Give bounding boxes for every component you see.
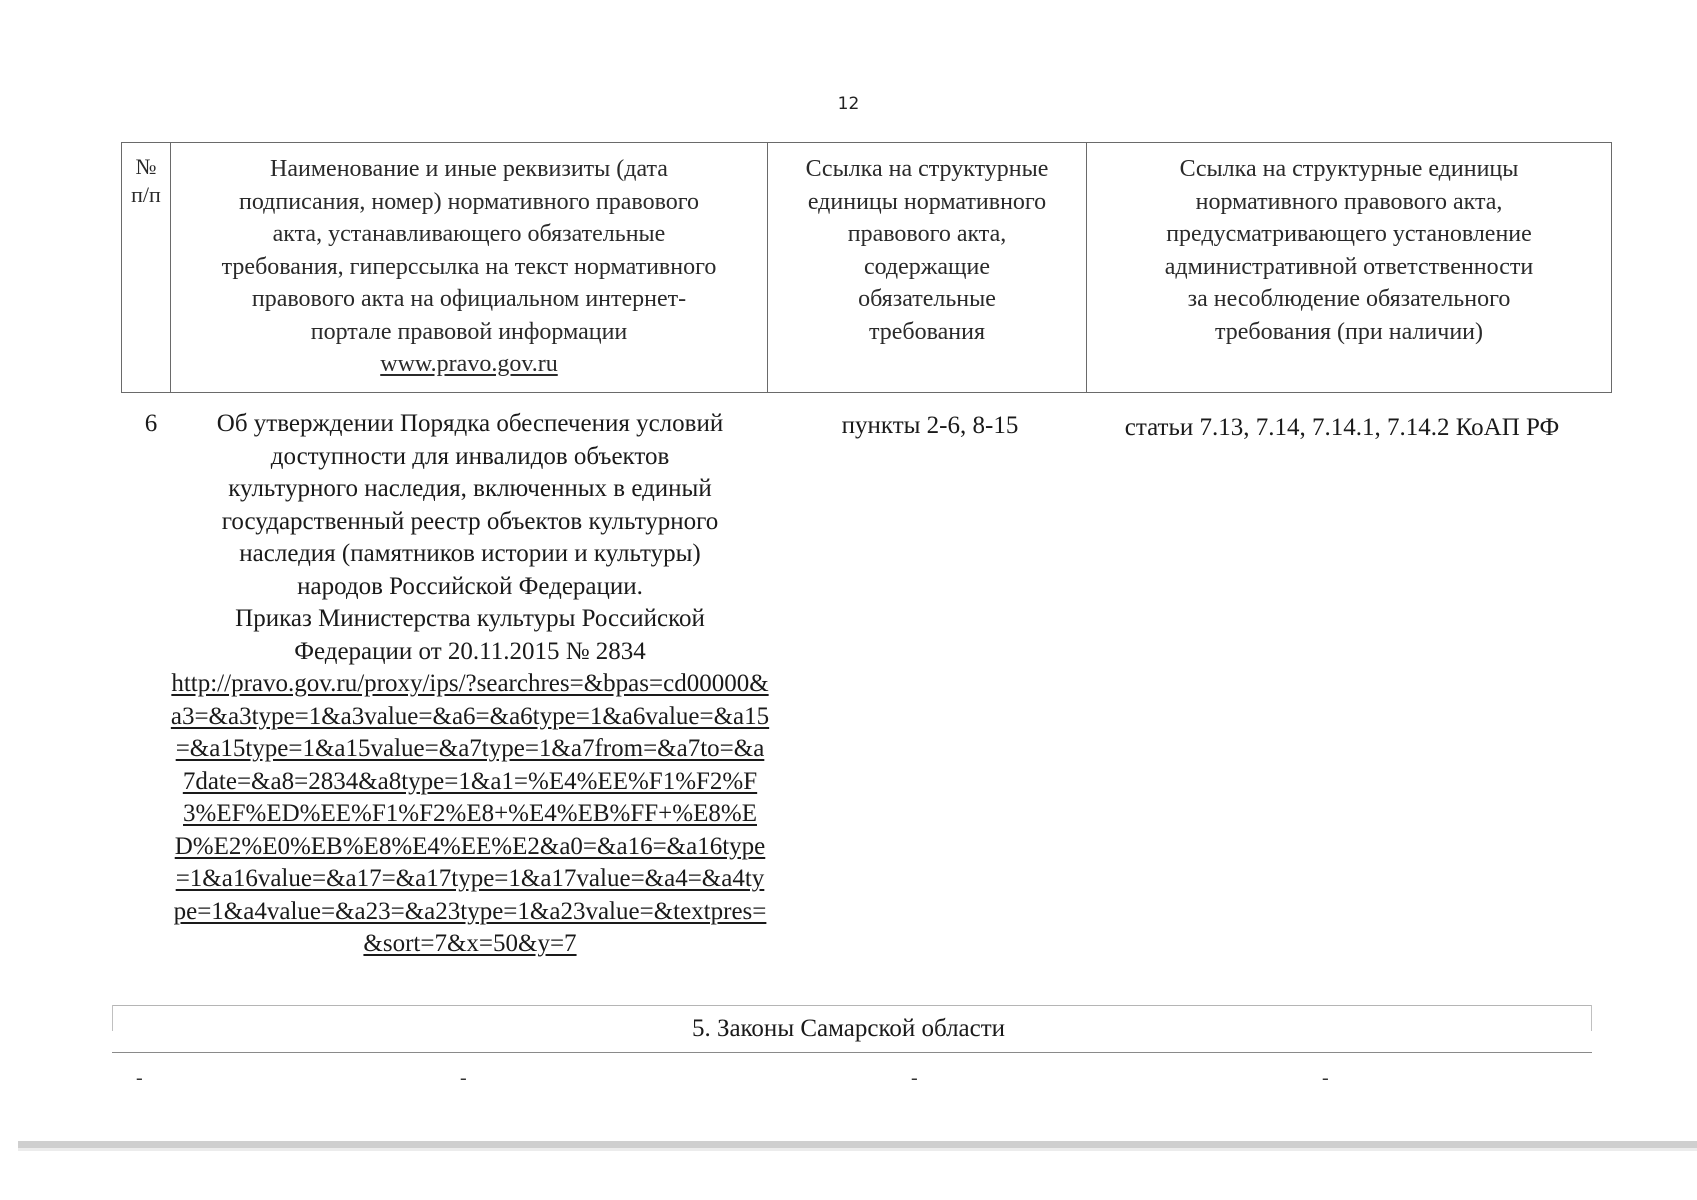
row-act-name-line: государственный реестр объектов культурного	[221, 507, 719, 535]
row-act-name-line: Федерации от 20.11.2015 № 2834	[294, 637, 646, 665]
header-col-structural-line: правового акта,	[847, 221, 1007, 247]
section-border-bottom	[112, 1052, 1592, 1053]
row-act-name-line: Об утверждении Порядка обеспечения условий	[216, 410, 724, 437]
header-col-number-line: №	[135, 154, 157, 179]
header-col-name-line: Наименование и иные реквизиты (дата	[270, 156, 668, 182]
header-col-structural-line: требования	[868, 318, 986, 345]
header-col-name	[171, 143, 768, 393]
row-act-name-line: наследия (памятников истории и культуры)	[239, 540, 701, 567]
row-act-name-line: народов Российской Федерации.	[297, 572, 643, 600]
header-col-liability-line: за несоблюдение обязательного	[1187, 286, 1511, 312]
scan-edge-shadow	[18, 1148, 1697, 1151]
header-col-structural-line: единицы нормативного	[807, 188, 1047, 215]
header-col-name-line: подписания, номер) нормативного правового	[239, 188, 699, 215]
header-col-number	[122, 143, 171, 393]
empty-cell-dash: -	[1322, 1067, 1329, 1089]
header-col-liability-line: предусматривающего установление	[1166, 221, 1532, 247]
section-border-top	[112, 1005, 1592, 1006]
row-act-name-line: доступности для инвалидов объектов	[270, 442, 670, 470]
row-act-name	[170, 408, 770, 961]
header-col-liability-line: требования (при наличии)	[1215, 318, 1483, 345]
row-number: 6	[144, 410, 158, 437]
row-structural-units: пункты 2-6, 8-15	[841, 412, 1019, 439]
page-number: 12	[837, 94, 860, 114]
row-act-name-line: культурного наследия, включенных в единый	[228, 475, 712, 502]
row-koap-articles: статьи 7.13, 7.14, 7.14.1, 7.14.2 КоАП РФ	[1124, 414, 1560, 441]
header-table	[121, 142, 1612, 393]
empty-cell-dash: -	[460, 1067, 467, 1089]
empty-cell-dash: -	[911, 1067, 918, 1089]
header-col-structural-line: Ссылка на структурные	[805, 156, 1049, 182]
header-col-structural-line: содержащие	[863, 253, 991, 280]
header-col-name-line: требования, гиперссылка на текст нормативного	[221, 253, 717, 280]
section-title: 5. Законы Самарской области	[691, 1015, 1006, 1042]
header-col-liability-line: Ссылка на структурные единицы	[1179, 156, 1519, 182]
header-col-name-line: портале правовой информации	[310, 318, 628, 345]
header-col-liability-line: нормативного правового акта,	[1195, 188, 1503, 215]
header-col-name-line: акта, устанавливающего обязательные	[272, 221, 666, 247]
empty-cell-dash: -	[136, 1067, 143, 1089]
row-act-hyperlink[interactable]: http://pravo.gov.ru/proxy/ips/?searchres=&bpas=cd00000&a3=&a3type=1&a3value=&a6=&a6type=1&a6value=&a15=&a15type=1&a15value=&a7type=1&a7from=&a7to=&a7date=&a8=2834&a8type=1&a1=%E4%EE%F1%F2%F3%EF%ED%EE%F1%F2%E8+%E4%EB%FF+%E8%ED%E2%E0%EB%E8%E4%EE%E2&a0=&a16=&a16type=1&a16value=&a17=&a17type=1&a17value=&a4=&a4type=1&a4value=&a23=&a23type=1&a23value=&textpres=&sort=7&x=50&y=7	[170, 670, 770, 957]
header-col-name-line: правового акта на официальном интернет-	[251, 286, 687, 312]
header-pravo-link[interactable]: www.pravo.gov.ru	[380, 351, 558, 377]
row-act-name-line: Приказ Министерства культуры Российской	[235, 605, 705, 632]
header-col-number-line: п/п	[131, 182, 161, 207]
header-col-structural-line: обязательные	[858, 286, 996, 312]
header-col-liability-line: административной ответственности	[1164, 253, 1534, 280]
header-col-liability	[1087, 143, 1612, 393]
scan-edge-bar	[18, 1141, 1697, 1148]
header-col-structural-units	[768, 143, 1087, 393]
header-row	[122, 143, 1612, 393]
